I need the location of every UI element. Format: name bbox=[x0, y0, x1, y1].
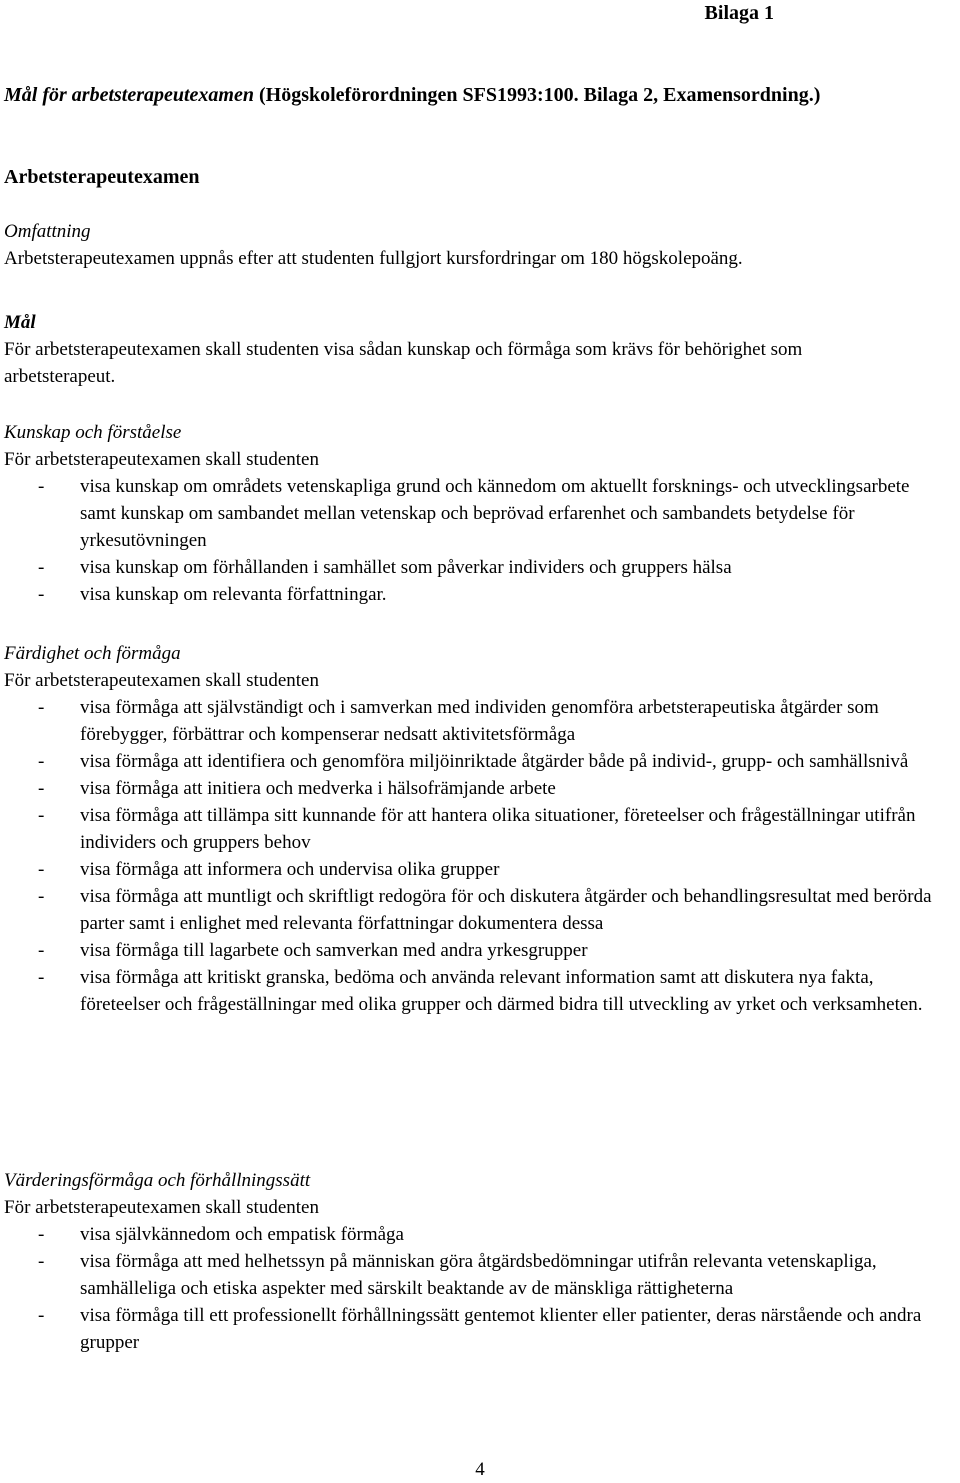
list-item: - visa kunskap om relevanta författningar. bbox=[38, 584, 387, 605]
scope-section bbox=[4, 218, 948, 272]
document-title-rest: (Högskoleförordningen SFS1993:100. Bilaga 2, Examensordning.) bbox=[254, 84, 821, 106]
list-item: - visa förmåga att med helhetssyn på människan göra åtgärdsbedömningar utifrån relevanta vetenskapliga, samhälleliga och etiska aspekter med särskilt beaktande av de mänskliga rättigheterna bbox=[38, 1251, 877, 1299]
scope-text: Arbetsterapeutexamen uppnås efter att studenten fullgjort kursfordringar om 180 högskolepoäng. bbox=[4, 248, 743, 269]
list-item: - visa självkännedom och empatisk förmåga bbox=[38, 1224, 404, 1245]
list-item: - visa förmåga till ett professionellt förhållningssätt gentemot klienter eller patienter, deras närstående och andra grupper bbox=[38, 1305, 922, 1353]
scope-heading: Omfattning bbox=[4, 221, 91, 242]
knowledge-intro: För arbetsterapeutexamen skall studenten bbox=[4, 449, 319, 470]
goals-text: För arbetsterapeutexamen skall studenten visa sådan kunskap och förmåga som krävs för behörighet som arbetsterapeut. bbox=[4, 339, 803, 387]
skills-heading: Färdighet och förmåga bbox=[4, 643, 181, 664]
list-item: - visa förmåga till lagarbete och samverkan med andra yrkesgrupper bbox=[38, 940, 588, 961]
skills-section bbox=[4, 640, 948, 1018]
knowledge-list bbox=[4, 473, 948, 608]
list-item: - visa förmåga att initiera och medverka i hälsofrämjande arbete bbox=[38, 778, 556, 799]
list-item: - visa förmåga att självständigt och i samverkan med individen genomföra arbetsterapeutiska åtgärder som förebygger, förbättrar och kompenserar nedsatt aktivitetsförmåga bbox=[38, 697, 879, 745]
list-item: - visa förmåga att muntligt och skriftligt redogöra för och diskutera åtgärder och behandlingsresultat med berörda parter samt i enlighet med relevanta författningar dokumentera dessa bbox=[38, 886, 932, 934]
list-item: - visa förmåga att informera och undervisa olika grupper bbox=[38, 859, 500, 880]
knowledge-heading: Kunskap och förståelse bbox=[4, 422, 182, 443]
page-number: 4 bbox=[475, 1459, 485, 1480]
document-title bbox=[4, 81, 864, 109]
values-intro: För arbetsterapeutexamen skall studenten bbox=[4, 1197, 319, 1218]
goals-section bbox=[4, 309, 948, 390]
skills-list bbox=[4, 694, 948, 1018]
list-item: - visa kunskap om förhållanden i samhället som påverkar individers och gruppers hälsa bbox=[38, 557, 732, 578]
goals-heading: Mål bbox=[4, 312, 36, 333]
list-item: - visa kunskap om områdets vetenskapliga grund och kännedom om aktuellt forsknings- och utvecklingsarbete samt kunskap om sambandet mellan vetenskap och beprövad erfarenhet och sambandets betydelse för yrkesutövningen bbox=[38, 476, 910, 551]
values-list bbox=[4, 1221, 948, 1356]
values-heading: Värderingsförmåga och förhållningssätt bbox=[4, 1170, 311, 1191]
attachment-label: Bilaga 1 bbox=[704, 2, 774, 24]
knowledge-section bbox=[4, 419, 948, 608]
list-item: - visa förmåga att tillämpa sitt kunnande för att hantera olika situationer, företeelser och frågeställningar utifrån individers och gruppers behov bbox=[38, 805, 916, 853]
document-title-italic: Mål för arbetsterapeutexamen bbox=[4, 84, 254, 106]
list-item: - visa förmåga att kritiskt granska, bedöma och använda relevant information samt att diskutera nya fakta, företeelser och frågeställningar med olika grupper och därmed bidra till utveckling av yrket och verksamheten. bbox=[38, 967, 923, 1015]
list-item: - visa förmåga att identifiera och genomföra miljöinriktade åtgärder både på individ-, grupp- och samhällsnivå bbox=[38, 751, 909, 772]
values-section bbox=[4, 1167, 948, 1356]
degree-name: Arbetsterapeutexamen bbox=[4, 166, 200, 188]
skills-intro: För arbetsterapeutexamen skall studenten bbox=[4, 670, 319, 691]
